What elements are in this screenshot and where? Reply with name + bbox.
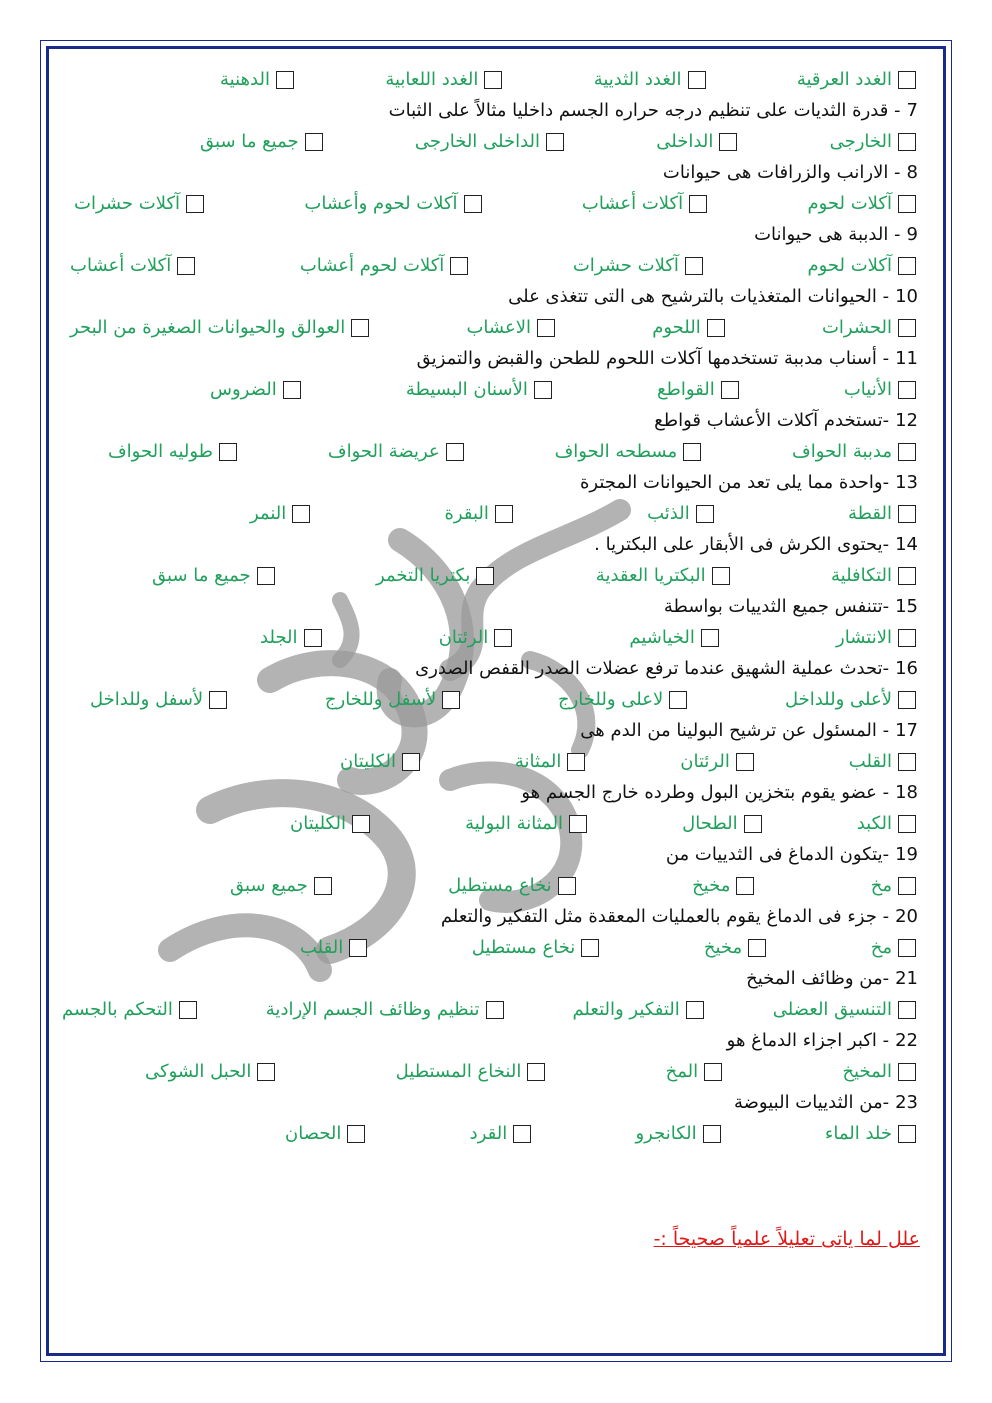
checkbox-icon[interactable] xyxy=(898,691,916,709)
question-text: 18- عضو يقوم بتخزين البول وطرده خارج الجسم هو xyxy=(521,782,918,803)
options-row xyxy=(70,1056,920,1087)
checkbox-icon[interactable] xyxy=(669,691,687,709)
checkbox-icon[interactable] xyxy=(186,195,204,213)
checkbox-icon[interactable] xyxy=(712,567,730,585)
option[interactable]: المثانة البولية xyxy=(465,808,587,839)
checkbox-icon[interactable] xyxy=(257,567,275,585)
checkbox-icon[interactable] xyxy=(537,319,555,337)
checkbox-icon[interactable] xyxy=(442,691,460,709)
checkbox-icon[interactable] xyxy=(736,877,754,895)
checkbox-icon[interactable] xyxy=(476,567,494,585)
checkbox-icon[interactable] xyxy=(898,505,916,523)
option[interactable]: القواطع xyxy=(657,374,739,405)
section-title: علل لما ياتى تعليلاً علمياً صحيحاً :- xyxy=(653,1228,920,1250)
question-text: 16-تحدث عملية الشهيق عندما ترفع عضلات الصدر القفص الصدرى xyxy=(415,658,918,679)
question-text: 20- جزء فى الدماغ يقوم بالعمليات المعقدة مثل التفكير والتعلم xyxy=(440,906,918,927)
checkbox-icon[interactable] xyxy=(352,815,370,833)
checkbox-icon[interactable] xyxy=(721,381,739,399)
option[interactable]: مخيخ xyxy=(704,932,766,963)
checkbox-icon[interactable] xyxy=(305,133,323,151)
checkbox-icon[interactable] xyxy=(898,629,916,647)
checkbox-icon[interactable] xyxy=(484,71,502,89)
option[interactable]: الحبل الشوكى xyxy=(145,1056,275,1087)
option[interactable]: الأنياب xyxy=(844,374,916,405)
option[interactable]: جميع ما سبق xyxy=(152,560,275,591)
option[interactable]: النمر xyxy=(250,498,310,529)
option[interactable]: المخ xyxy=(666,1056,723,1087)
options-row xyxy=(70,870,920,901)
option[interactable]: الحشرات xyxy=(822,312,916,343)
checkbox-icon[interactable] xyxy=(402,753,420,771)
option[interactable]: الداخلى xyxy=(656,126,737,157)
checkbox-icon[interactable] xyxy=(513,1125,531,1143)
option[interactable]: الطحال xyxy=(682,808,761,839)
checkbox-icon[interactable] xyxy=(898,815,916,833)
checkbox-icon[interactable] xyxy=(683,443,701,461)
checkbox-icon[interactable] xyxy=(304,629,322,647)
checkbox-icon[interactable] xyxy=(898,1063,916,1081)
checkbox-icon[interactable] xyxy=(558,877,576,895)
checkbox-icon[interactable] xyxy=(898,71,916,89)
option[interactable]: الضروس xyxy=(210,374,301,405)
options-row xyxy=(70,808,920,839)
checkbox-icon[interactable] xyxy=(898,939,916,957)
question-text: 8- الارانب والزرافات هى حيوانات xyxy=(662,162,918,183)
options-row xyxy=(70,1118,920,1149)
options-row xyxy=(70,746,920,777)
option[interactable]: الأسنان البسيطة xyxy=(406,374,552,405)
options-row xyxy=(70,126,920,157)
checkbox-icon[interactable] xyxy=(898,319,916,337)
checkbox-icon[interactable] xyxy=(898,877,916,895)
checkbox-icon[interactable] xyxy=(701,629,719,647)
checkbox-icon[interactable] xyxy=(292,505,310,523)
option[interactable]: عريضة الحواف xyxy=(328,436,464,467)
options-row xyxy=(70,312,920,343)
option[interactable]: الاعشاب xyxy=(466,312,555,343)
checkbox-icon[interactable] xyxy=(703,1125,721,1143)
option[interactable]: القلب xyxy=(300,932,367,963)
option[interactable]: القرد xyxy=(470,1118,532,1149)
checkbox-icon[interactable] xyxy=(707,319,725,337)
option[interactable]: مخيخ xyxy=(692,870,754,901)
option[interactable]: نخاع مستطيل xyxy=(472,932,600,963)
option[interactable]: المثانة xyxy=(515,746,585,777)
option[interactable]: مخ xyxy=(871,932,916,963)
option[interactable]: الغدد الثديية xyxy=(594,64,706,95)
question-text: 15-تتنفس جميع الثدييات بواسطة xyxy=(663,596,918,617)
checkbox-icon[interactable] xyxy=(686,1001,704,1019)
checkbox-icon[interactable] xyxy=(569,815,587,833)
option[interactable]: التكافلية xyxy=(831,560,916,591)
option[interactable]: آكلات حشرات xyxy=(74,188,204,219)
option[interactable]: الجلد xyxy=(260,622,322,653)
option[interactable]: الكليتان xyxy=(340,746,420,777)
checkbox-icon[interactable] xyxy=(898,381,916,399)
option[interactable]: لاعلى وللخارج xyxy=(558,684,687,715)
options-row xyxy=(70,374,920,405)
checkbox-icon[interactable] xyxy=(898,567,916,585)
option[interactable]: بكتريا التخمر xyxy=(376,560,494,591)
checkbox-icon[interactable] xyxy=(495,505,513,523)
options-row xyxy=(70,932,920,963)
options-row xyxy=(70,64,920,95)
option[interactable]: لأسفل وللخارج xyxy=(325,684,460,715)
option[interactable]: الكانجرو xyxy=(635,1118,720,1149)
checkbox-icon[interactable] xyxy=(898,257,916,275)
checkbox-icon[interactable] xyxy=(257,1063,275,1081)
option[interactable]: الغدد اللعابية xyxy=(385,64,502,95)
option[interactable]: القلب xyxy=(849,746,916,777)
option[interactable]: اللحوم xyxy=(652,312,725,343)
checkbox-icon[interactable] xyxy=(349,939,367,957)
option[interactable]: الرئتان xyxy=(439,622,513,653)
checkbox-icon[interactable] xyxy=(450,257,468,275)
option[interactable]: الخياشيم xyxy=(629,622,719,653)
checkbox-icon[interactable] xyxy=(688,71,706,89)
question-text: 23-من الثدييات البيوضة xyxy=(733,1092,918,1113)
option[interactable]: آكلات حشرات xyxy=(573,250,703,281)
question-text: 12-تستخدم آكلات الأعشاب قواطع xyxy=(654,410,918,431)
checkbox-icon[interactable] xyxy=(898,133,916,151)
question-text: 11- أسناب مدببة تستخدمها آكلات اللحوم للطحن والقبض والتمزيق xyxy=(416,348,918,369)
checkbox-icon[interactable] xyxy=(347,1125,365,1143)
checkbox-icon[interactable] xyxy=(744,815,762,833)
checkbox-icon[interactable] xyxy=(219,443,237,461)
option[interactable]: لأعلى وللداخل xyxy=(785,684,916,715)
option[interactable]: آكلات أعشاب xyxy=(582,188,707,219)
options-row xyxy=(70,498,920,529)
option[interactable]: الكبد xyxy=(857,808,916,839)
checkbox-icon[interactable] xyxy=(464,195,482,213)
checkbox-icon[interactable] xyxy=(898,753,916,771)
option[interactable]: جميع سبق xyxy=(230,870,332,901)
option[interactable]: لأسفل وللداخل xyxy=(90,684,227,715)
option[interactable]: تنظيم وظائف الجسم الإرادية xyxy=(266,994,504,1025)
question-text: 19-يتكون الدماغ فى الثدييات من xyxy=(665,844,918,865)
question-text: 13-واحدة مما يلى تعد من الحيوانات المجترة xyxy=(580,472,918,493)
option[interactable]: الرئتان xyxy=(680,746,754,777)
checkbox-icon[interactable] xyxy=(736,753,754,771)
checkbox-icon[interactable] xyxy=(685,257,703,275)
question-text: 10- الحيوانات المتغذيات بالترشيح هى التى تتغذى على xyxy=(508,286,918,307)
checkbox-icon[interactable] xyxy=(486,1001,504,1019)
checkbox-icon[interactable] xyxy=(446,443,464,461)
option[interactable]: آكلات لحوم xyxy=(807,188,916,219)
checkbox-icon[interactable] xyxy=(314,877,332,895)
checkbox-icon[interactable] xyxy=(527,1063,545,1081)
checkbox-icon[interactable] xyxy=(494,629,512,647)
option[interactable]: المخيخ xyxy=(842,1056,916,1087)
option[interactable]: القطة xyxy=(848,498,916,529)
options-row xyxy=(70,622,920,653)
option[interactable]: التحكم بالجسم xyxy=(62,994,197,1025)
options-row xyxy=(70,188,920,219)
option[interactable]: النخاع المستطيل xyxy=(396,1056,546,1087)
option[interactable]: آكلات لحوم وأعشاب xyxy=(304,188,481,219)
checkbox-icon[interactable] xyxy=(177,257,195,275)
checkbox-icon[interactable] xyxy=(179,1001,197,1019)
option[interactable]: الدهنية xyxy=(220,64,294,95)
checkbox-icon[interactable] xyxy=(898,443,916,461)
checkbox-icon[interactable] xyxy=(898,1001,916,1019)
checkbox-icon[interactable] xyxy=(351,319,369,337)
checkbox-icon[interactable] xyxy=(581,939,599,957)
checkbox-icon[interactable] xyxy=(567,753,585,771)
question-text: 17- المسئول عن ترشيح البولينا من الدم هى xyxy=(580,720,918,741)
option[interactable]: الداخلى الخارجى xyxy=(415,126,564,157)
checkbox-icon[interactable] xyxy=(209,691,227,709)
options-row xyxy=(70,250,920,281)
checkbox-icon[interactable] xyxy=(748,939,766,957)
question-list xyxy=(62,64,920,1149)
checkbox-icon[interactable] xyxy=(546,133,564,151)
option[interactable]: آكلات لحوم أعشاب xyxy=(300,250,468,281)
option[interactable]: الغدد العرقية xyxy=(797,64,916,95)
question-text: 7- قدرة الثديات على تنظيم درجه حراره الجسم داخليا مثالاً على الثبات xyxy=(388,100,918,121)
options-row xyxy=(62,994,920,1025)
option[interactable]: آكلات لحوم xyxy=(807,250,916,281)
option[interactable]: البقرة xyxy=(445,498,513,529)
checkbox-icon[interactable] xyxy=(704,1063,722,1081)
checkbox-icon[interactable] xyxy=(276,71,294,89)
checkbox-icon[interactable] xyxy=(689,195,707,213)
option[interactable]: الذئب xyxy=(647,498,714,529)
option[interactable]: التنسيق العضلى xyxy=(773,994,916,1025)
option[interactable]: الخارجى xyxy=(830,126,916,157)
option[interactable]: مسطحه الحواف xyxy=(555,436,702,467)
checkbox-icon[interactable] xyxy=(534,381,552,399)
question-text: 22- اكبر اجزاء الدماغ هو xyxy=(726,1030,918,1051)
option[interactable]: الكليتان xyxy=(290,808,370,839)
option[interactable]: الانتشار xyxy=(836,622,916,653)
option[interactable]: طوليه الحواف xyxy=(108,436,237,467)
options-row xyxy=(70,684,920,715)
checkbox-icon[interactable] xyxy=(719,133,737,151)
option[interactable]: العوالق والحيوانات الصغيرة من البحر xyxy=(70,312,369,343)
question-text: 21-من وظائف المخيخ xyxy=(746,968,918,989)
option[interactable]: الحصان xyxy=(285,1118,365,1149)
checkbox-icon[interactable] xyxy=(696,505,714,523)
question-text: 9- الدببة هى حيوانات xyxy=(754,224,918,245)
options-row xyxy=(70,560,920,591)
option[interactable]: مخ xyxy=(871,870,916,901)
option[interactable]: مدببة الحواف xyxy=(792,436,916,467)
checkbox-icon[interactable] xyxy=(283,381,301,399)
option[interactable]: خلد الماء xyxy=(825,1118,916,1149)
option[interactable]: جميع ما سبق xyxy=(200,126,323,157)
option[interactable]: آكلات أعشاب xyxy=(70,250,195,281)
question-text: 14-يحتوى الكرش فى الأبقار على البكتريا . xyxy=(594,534,918,555)
option[interactable]: نخاع مستطيل xyxy=(448,870,576,901)
checkbox-icon[interactable] xyxy=(898,195,916,213)
options-row xyxy=(70,436,920,467)
option[interactable]: التفكير والتعلم xyxy=(572,994,703,1025)
checkbox-icon[interactable] xyxy=(898,1125,916,1143)
option[interactable]: البكتريا العقدية xyxy=(596,560,730,591)
